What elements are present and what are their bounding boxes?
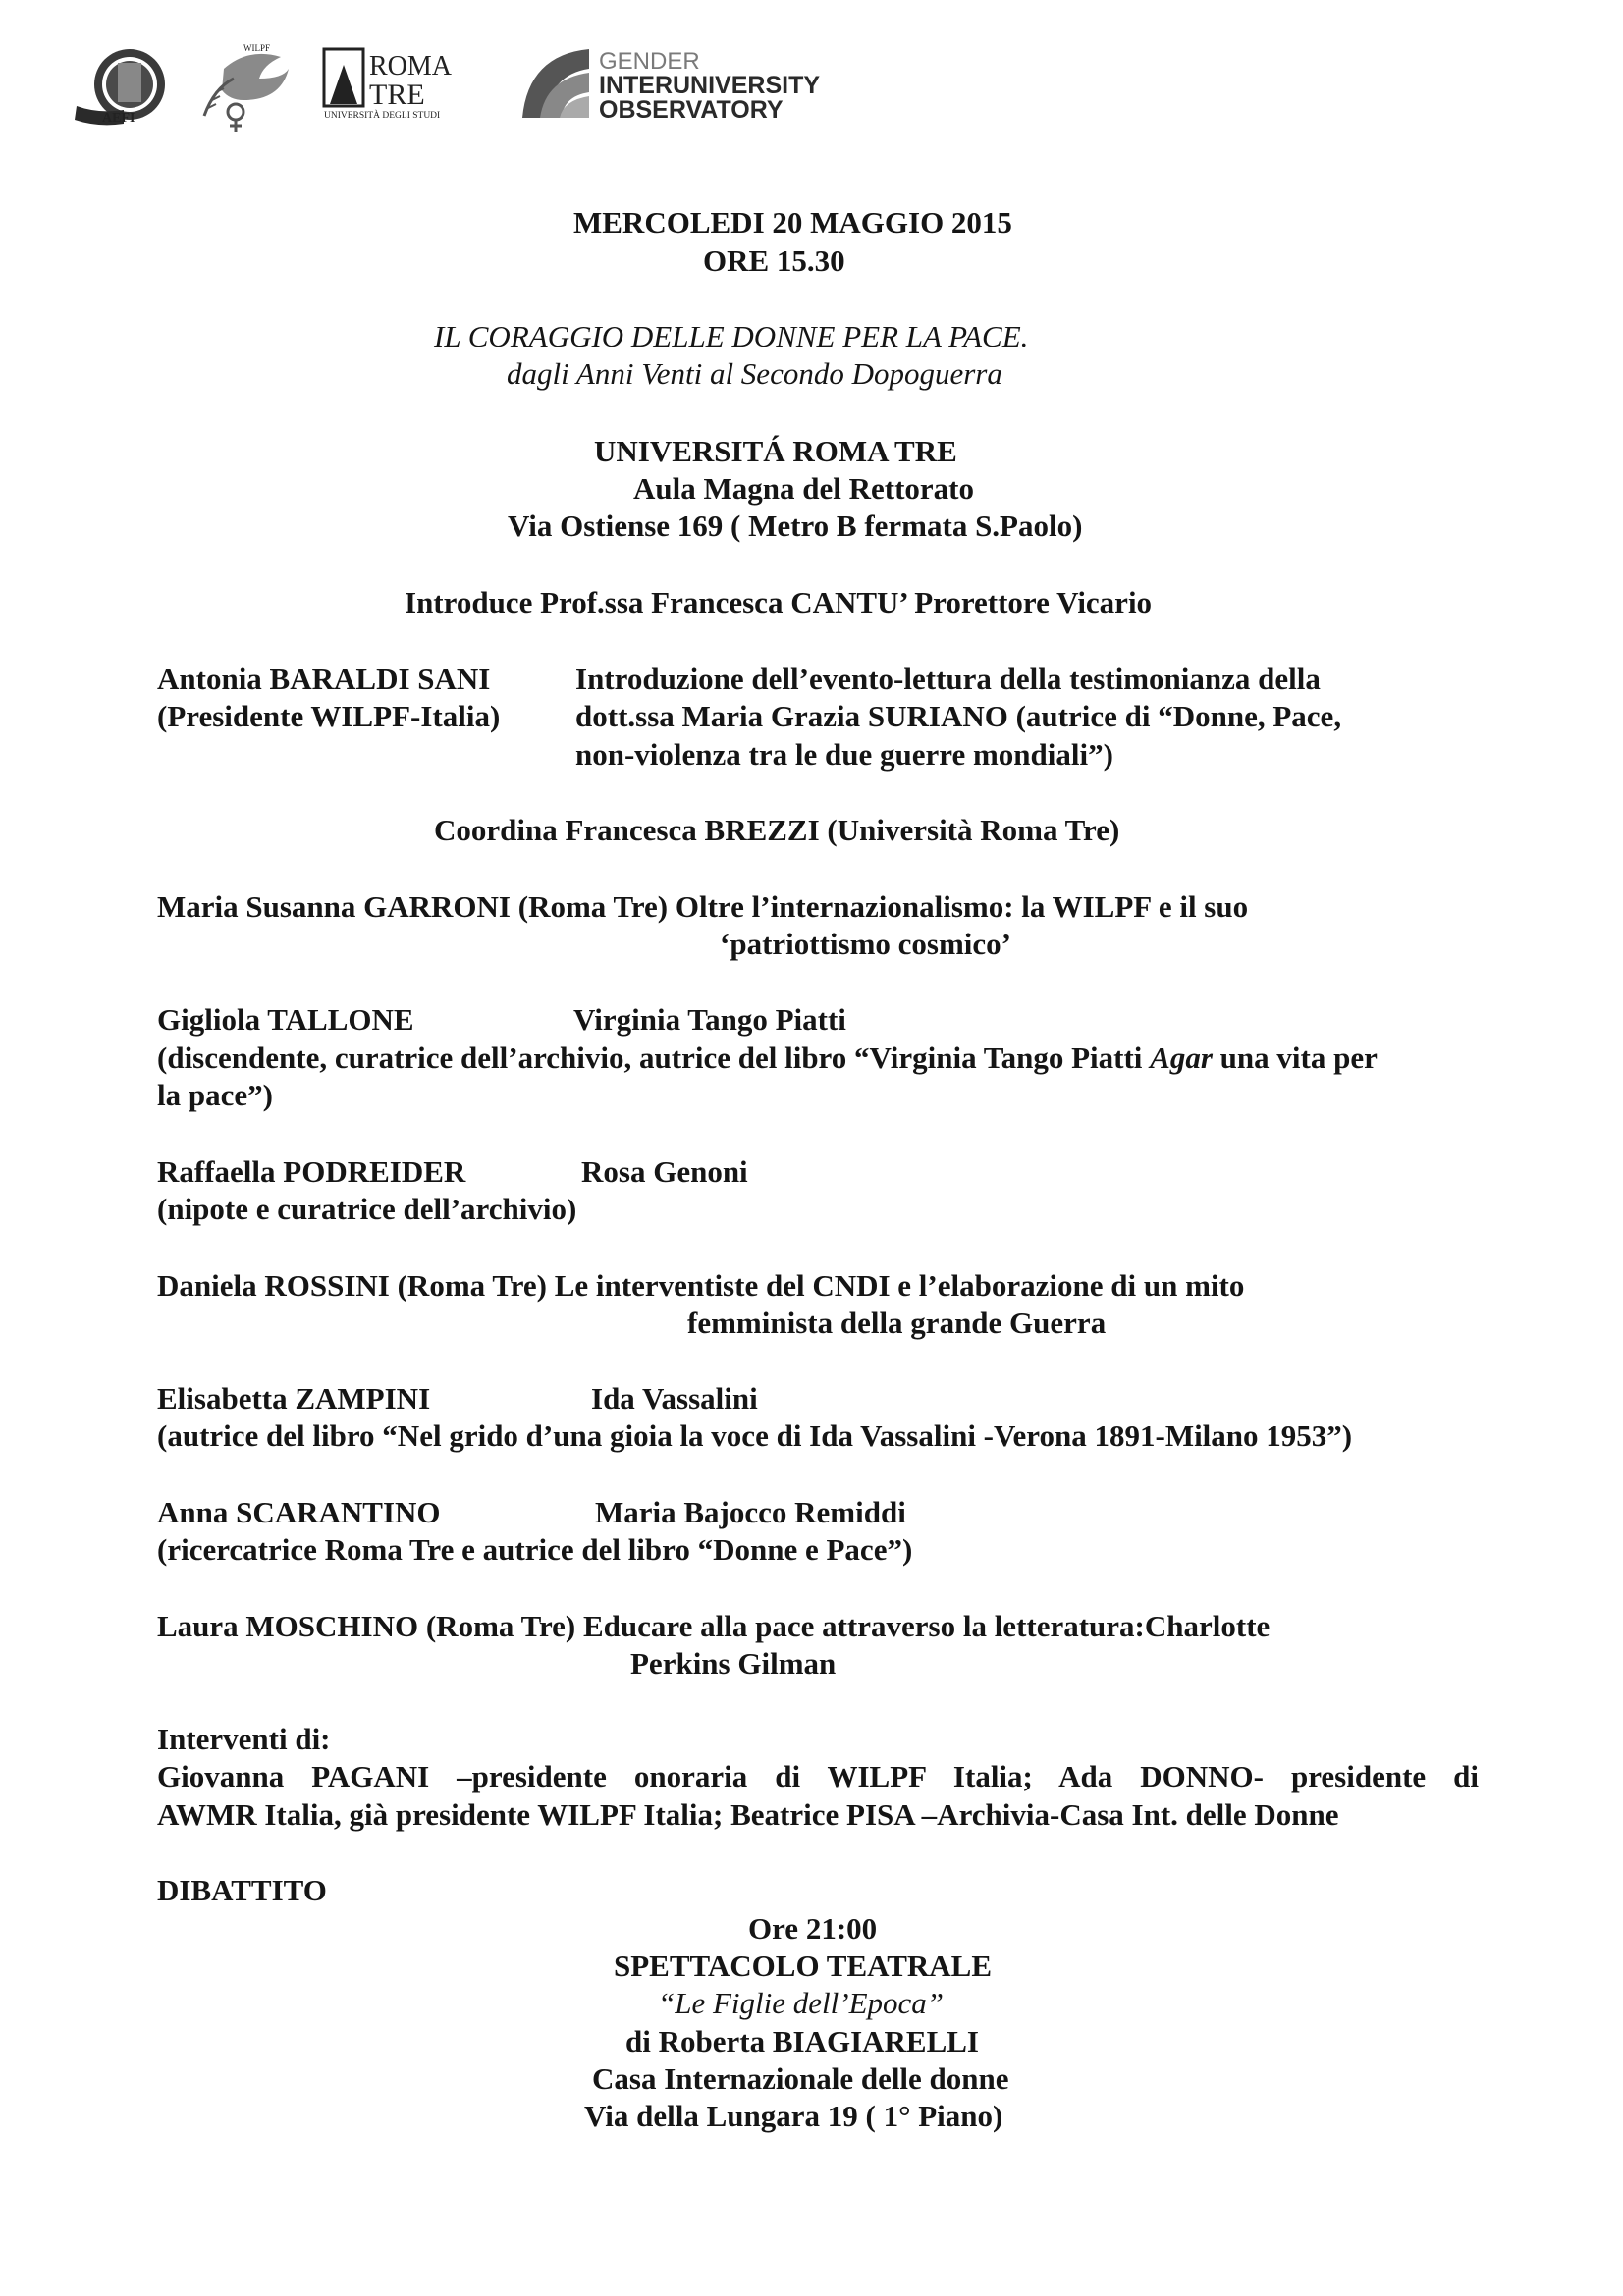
evening-address: Via della Lungara 19 ( 1° Piano) (584, 2099, 1003, 2133)
interventions-heading: Interventi di: (157, 1722, 331, 1756)
venue-room: Aula Magna del Rettorato (633, 471, 974, 506)
evening-event: SPETTACOLO TEATRALE (614, 1949, 993, 1983)
event-date: MERCOLEDI 20 MAGGIO 2015 (573, 205, 1012, 240)
speaker-name: Elisabetta ZAMPINI (157, 1381, 431, 1415)
event-subtitle: dagli Anni Venti al Secondo Dopoguerra (507, 356, 1002, 391)
evening-time: Ore 21:00 (748, 1911, 878, 1946)
speaker-description: (nipote e curatrice dell’archivio) (157, 1192, 577, 1226)
speaker-line: Maria Susanna GARRONI (Roma Tre) Oltre l’internazionalismo: la WILPF e il suo (157, 889, 1249, 924)
roma-tre-logo-tre: TRE (369, 79, 425, 111)
talk-subject: Rosa Genoni (581, 1154, 748, 1189)
interventions-text: Giovanna PAGANI –presidente onoraria di WILPF Italia; Ada DONNO- presidente di (157, 1759, 1479, 1793)
wilpf-logo (194, 39, 293, 133)
gender-observatory-line2: INTERUNIVERSITY (599, 72, 821, 99)
speaker-description-text: una vita per (1212, 1041, 1378, 1075)
venue-address: Via Ostiense 169 ( Metro B fermata S.Paolo) (508, 508, 1083, 543)
event-time: ORE 15.30 (703, 243, 845, 278)
speaker-name: Antonia BARALDI SANI (157, 662, 491, 696)
aefi-logo-text: AEFI (102, 111, 135, 126)
speaker-description (157, 1039, 1378, 1077)
talk-title: femminista della grande Guerra (687, 1306, 1107, 1340)
coordinator-line: Coordina Francesca BREZZI (Università Roma Tre) (434, 813, 1120, 847)
talk-title: ‘patriottismo cosmico’ (720, 927, 1011, 961)
speaker-description-italic: Agar (1150, 1041, 1213, 1075)
talk-subject: Ida Vassalini (591, 1381, 758, 1415)
wilpf-logo-text: WILPF (243, 43, 270, 53)
talk-title: dott.ssa Maria Grazia SURIANO (autrice di “Donne, Pace, (575, 699, 1342, 733)
debate-heading: DIBATTITO (157, 1873, 327, 1907)
speaker-name: Raffaella PODREIDER (157, 1154, 466, 1189)
play-author: di Roberta BIAGIARELLI (625, 2024, 979, 2058)
intro-line: Introduce Prof.ssa Francesca CANTU’ Prorettore Vicario (405, 585, 1153, 619)
roma-tre-logo-subtitle: UNIVERSITÀ DEGLI STUDI (324, 111, 441, 121)
speaker-description: (ricercatrice Roma Tre e autrice del libro “Donne e Pace”) (157, 1532, 913, 1567)
talk-subject: Maria Bajocco Remiddi (595, 1495, 906, 1529)
event-title: IL CORAGGIO DELLE DONNE PER LA PACE. (434, 319, 1029, 353)
speaker-line: Laura MOSCHINO (Roma Tre) Educare alla pace attraverso la letteratura:Charlotte (157, 1609, 1271, 1643)
aefi-logo (69, 41, 177, 130)
talk-title: non-violenza tra le due guerre mondiali”) (575, 737, 1113, 772)
speaker-name: Gigliola TALLONE (157, 1002, 414, 1037)
speaker-line: Daniela ROSSINI (Roma Tre) Le interventiste del CNDI e l’elaborazione di un mito (157, 1268, 1245, 1303)
gender-observatory-logo (520, 45, 874, 120)
interventions-text: AWMR Italia, già presidente WILPF Italia; Beatrice PISA –Archivia-Casa Int. delle Donne (157, 1797, 1339, 1832)
venue-university: UNIVERSITÁ ROMA TRE (594, 434, 957, 468)
roma-tre-logo (322, 45, 489, 122)
gender-observatory-line1: GENDER (599, 48, 700, 75)
talk-title: Perkins Gilman (630, 1646, 837, 1681)
speaker-name: Anna SCARANTINO (157, 1495, 441, 1529)
speaker-description-text: (discendente, curatrice dell’archivio, autrice del libro “Virginia Tango Piatti (157, 1041, 1151, 1075)
talk-title: Introduzione dell’evento-lettura della testimonianza della (575, 662, 1321, 696)
gender-observatory-line3: OBSERVATORY (599, 96, 784, 120)
talk-subject: Virginia Tango Piatti (573, 1002, 846, 1037)
evening-venue: Casa Internazionale delle donne (592, 2061, 1009, 2096)
roma-tre-logo-roma: ROMA (369, 51, 453, 81)
speaker-role: (Presidente WILPF-Italia) (157, 699, 501, 733)
speaker-description: la pace”) (157, 1078, 273, 1112)
speaker-description: (autrice del libro “Nel grido d’una gioia la voce di Ida Vassalini -Verona 1891-Milano 1953”) (157, 1418, 1353, 1453)
play-title: “Le Figlie dell’Epoca” (658, 1986, 945, 2020)
